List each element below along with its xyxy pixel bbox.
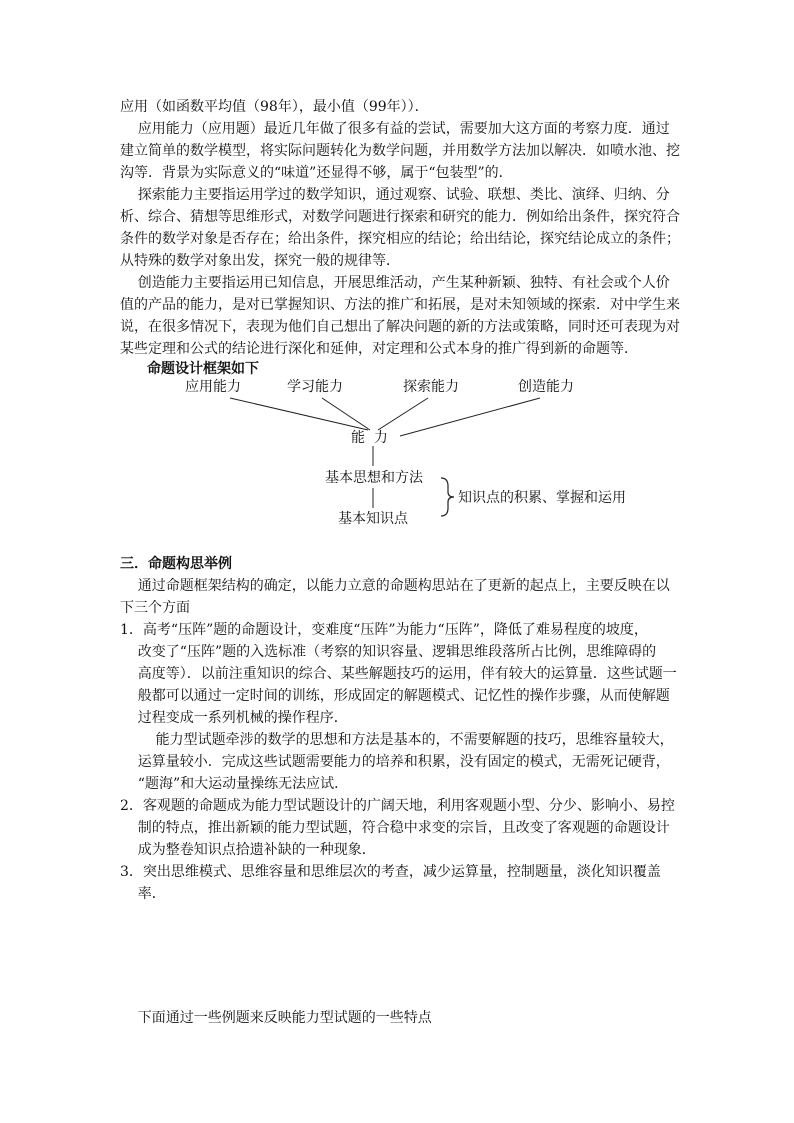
list-item-line: 过程变成一系列机械的操作程序． [120, 710, 348, 726]
paragraph-line: 通过命题框架结构的确定，以能力立意的命题构思站在了更新的起点上，主要反映在以 [120, 578, 670, 594]
diagram-node-application: 应用能力 [185, 379, 241, 395]
list-item-line: 般都可以通过一定时间的训练，形成固定的解题模式、记忆性的操作步骤，从而使解题 [120, 688, 670, 704]
paragraph-line: 某些定理和公式的结论进行深化和延伸，对定理和公式本身的推广得到新的命题等． [120, 341, 638, 357]
paragraph-line: 析、综合、猜想等思维形式，对数学问题进行探索和研究的能力．例如给出条件，探究符合 [120, 209, 680, 225]
diagram-node-creation: 创造能力 [518, 379, 574, 395]
connector-line [230, 398, 368, 430]
paragraph-line: 值的产品的能力，是对已掌握知识、方法的推广和拓展，是对未知领域的探索．对中学生来 [120, 297, 680, 313]
list-item-line: 率． [120, 886, 166, 902]
diagram-node-learning: 学习能力 [287, 379, 343, 395]
framework-heading: 命题设计框架如下 [147, 361, 259, 377]
list-item-line: 1．高考“压阵”题的命题设计，变难度“压阵”为能力“压阵”，降低了难易程度的坡度， [120, 622, 648, 638]
paragraph-line: 从特殊的数学对象出发，探究一般的规律等． [120, 253, 400, 269]
list-item-line: 高度等）．以前注重知识的综合、某些解题技巧的运用，伴有较大的运算量．这些试题一 [120, 666, 677, 682]
paragraph-line: 说，在很多情况下，表现为他们自己想出了解决问题的新的方法或策略，同时还可表现为对 [120, 319, 680, 335]
list-item-line: 运算量较小．完成这些试题需要能力的培养和积累，没有固定的模式，无需死记硬背， [120, 754, 670, 770]
diagram-node-exploration: 探索能力 [403, 379, 459, 395]
paragraph-line: 下三个方面 [120, 600, 190, 616]
list-item-line: 3．突出思维模式、思维容量和思维层次的考查，减少运算量，控制题量，淡化知识覆盖 [120, 864, 661, 880]
paragraph-line: 创造能力主要指运用已知信息，开展思维活动，产生某种新颖、独特、有社会或个人价 [120, 275, 670, 291]
connector-line [400, 398, 540, 436]
list-item-line: 改变了“压阵”题的入选标准（考察的知识容量、逻辑思维段落所占比例，思维障碍的 [120, 644, 657, 660]
list-item-line: 2．客观题的命题成为能力型试题设计的广阔天地，利用客观题小型、分少、影响小、易控 [120, 798, 675, 814]
diagram-node-knowledge: 基本知识点 [338, 511, 408, 527]
paragraph-line: 应用（如函数平均值（98年），最小值（99年））． [120, 99, 429, 115]
diagram-brace-label: 知识点的积累、掌握和运用 [458, 490, 626, 506]
section-heading: 三．命题构思举例 [120, 556, 232, 572]
paragraph-line: 应用能力（应用题）最近几年做了很多有益的尝试，需要加大这方面的考察力度．通过 [120, 121, 670, 137]
list-item-line: 能力型试题牵涉的数学的思想和方法是基本的，不需要解题的技巧，思维容量较大， [120, 732, 674, 748]
curly-brace [441, 478, 454, 516]
paragraph-line: 建立简单的数学模型，将实际问题转化为数学问题，并用数学方法加以解决．如喷水池、挖 [120, 143, 680, 159]
paragraph-line: 沟等．背景为实际意义的“味道”还显得不够，属于“包装型”的． [120, 165, 513, 181]
list-item-line: “题海”和大运动量操练无法应试． [120, 776, 349, 792]
closing-line: 下面通过一些例题来反映能力型试题的一些特点 [120, 1010, 432, 1026]
connector-line [378, 398, 428, 430]
list-item-line: 制的特点，推出新颖的能力型试题，符合稳中求变的宗旨，且改变了客观题的命题设计 [120, 820, 670, 836]
diagram-node-methods: 基本思想和方法 [325, 470, 423, 486]
connector-line [322, 398, 370, 430]
paragraph-line: 探索能力主要指运用学过的数学知识，通过观察、试验、联想、类比、演绎、归纳、分 [120, 187, 670, 203]
list-item-line: 成为整卷知识点拾遗补缺的一种现象． [120, 842, 376, 858]
diagram-node-ability: 能 力 [351, 430, 388, 446]
paragraph-line: 条件的数学对象是否存在；给出条件，探究相应的结论；给出结论，探究结论成立的条件； [120, 231, 680, 247]
